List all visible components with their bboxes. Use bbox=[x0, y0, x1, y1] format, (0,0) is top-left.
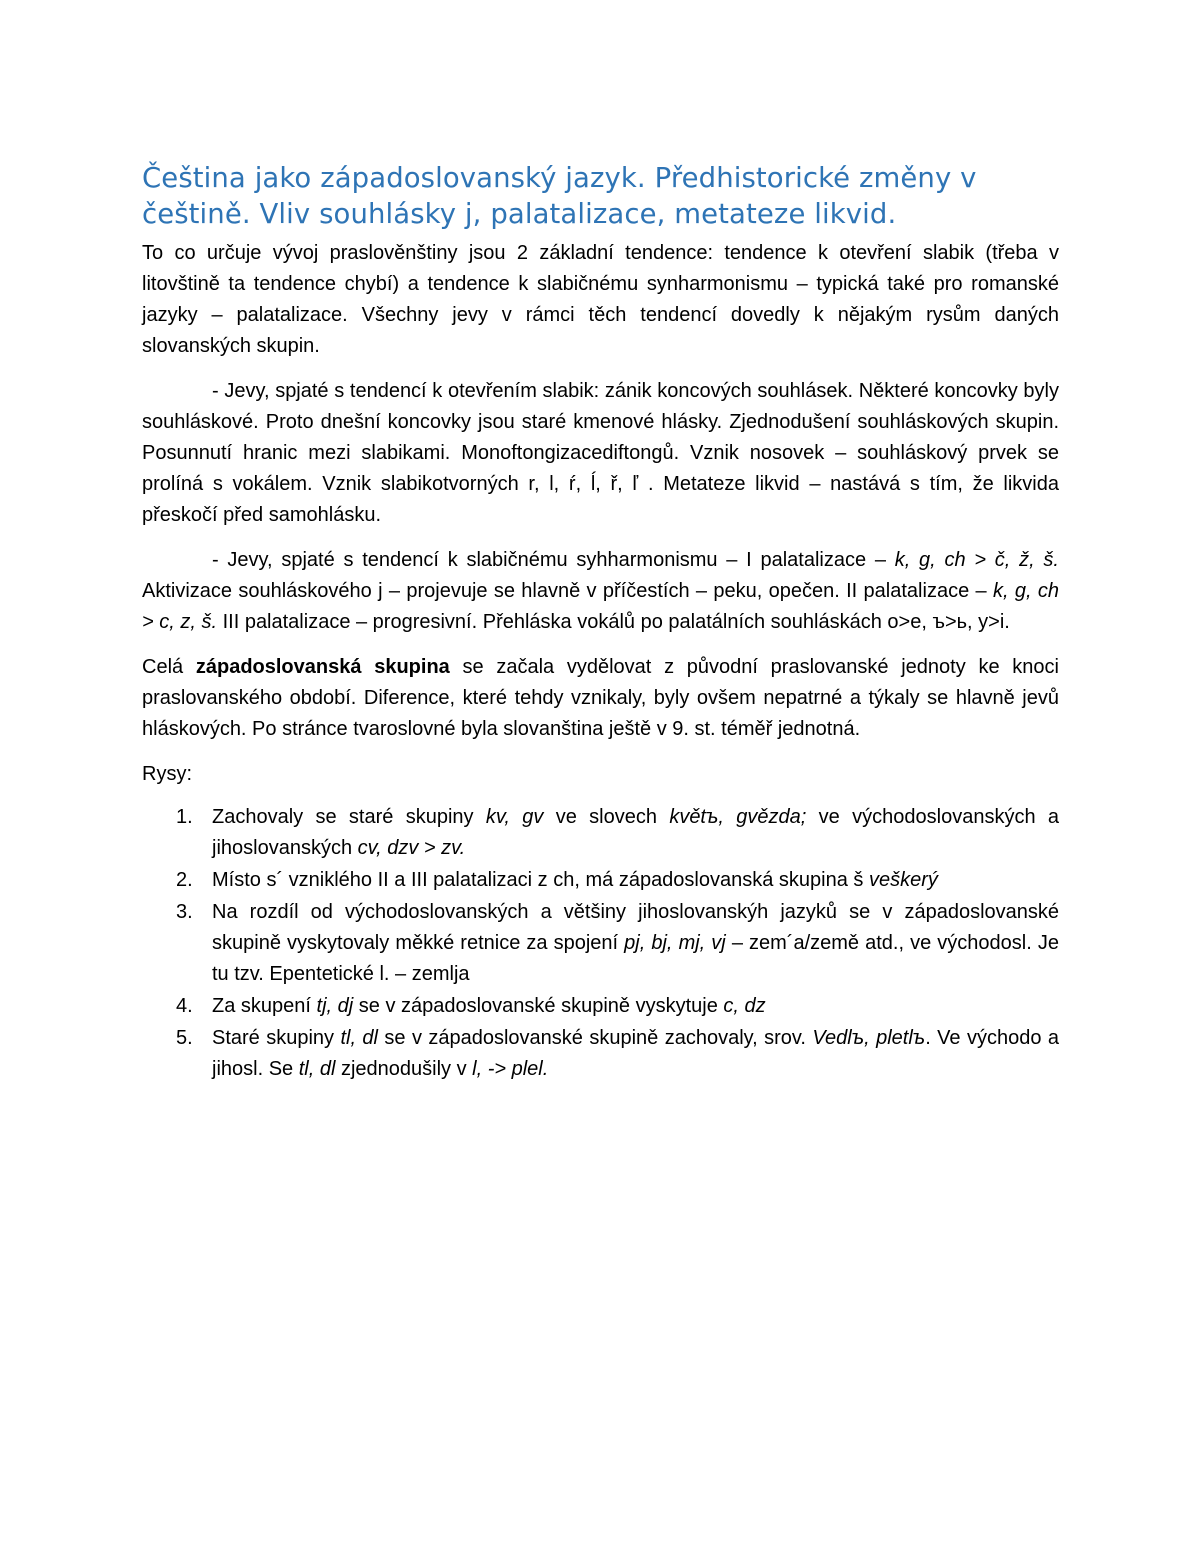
list-item bbox=[142, 865, 1059, 896]
text-span: se začala vydělovat z původní praslovanské jednoty ke knoci praslovanského období. Diference, které tehdy vznikaly, byly ovšem nepatrné a týkaly se hlavně jevů hláskových. Po stránce tvaroslovné byla slovanština ještě v 9. st. téměř jednotná. bbox=[142, 656, 1059, 740]
italic-span: pj, bj, mj, vj bbox=[624, 932, 726, 954]
rysy-label: Rysy: bbox=[142, 763, 192, 785]
text-span: Za skupení bbox=[212, 995, 317, 1017]
list-item bbox=[142, 897, 1059, 990]
bold-span: západoslovanská skupina bbox=[195, 656, 450, 678]
text-span: zjednodušily v bbox=[335, 1058, 473, 1080]
list-number: 2. bbox=[176, 869, 193, 891]
italic-span: Vedlъ, pletlъ bbox=[812, 1027, 926, 1049]
list-item bbox=[142, 991, 1059, 1022]
text-span: Aktivizace souhláskového j – projevuje se hlavně v příčestích – peku, opečen. II palatalizace – bbox=[142, 580, 993, 602]
italic-span: květъ, gvězda; bbox=[669, 806, 807, 828]
list-number: 1. bbox=[176, 806, 193, 828]
rysy-list bbox=[142, 802, 1059, 1085]
italic-span: kv, gv bbox=[485, 806, 544, 828]
italic-span: cv, dzv > zv. bbox=[357, 837, 466, 859]
intro-paragraph: To co určuje vývoj praslověnštiny jsou 2 základní tendence: tendence k otevření slabik (třeba v litovštině ta tendence chybí) a tendence k slabičnému synharmonismu – typická také pro romanské jazyky – palatalizace. Všechny jevy v rámci těch tendencí dovedly k nějakým rysům daných slovanských skupin. bbox=[142, 242, 1059, 357]
cela-paragraph bbox=[142, 652, 1059, 745]
text-span: se v západoslovanské skupině vyskytuje bbox=[353, 995, 724, 1017]
list-number: 3. bbox=[176, 901, 193, 923]
text-span: - Jevy, spjaté s tendencí k slabičnému syhharmonismu – I palatalizace – bbox=[212, 549, 895, 571]
list-number: 4. bbox=[176, 995, 193, 1017]
text-span: – zem´a/země atd., ve východosl. Je tu tzv. Epentetické l. – zemlja bbox=[212, 932, 1059, 985]
text-span: Místo s´ vzniklého II a III palatalizaci z ch, má západoslovanská skupina š bbox=[212, 869, 869, 891]
text-span: . Ve východo a jihosl. Se bbox=[212, 1027, 1059, 1080]
italic-span: tl, dl bbox=[340, 1027, 378, 1049]
list-number: 5. bbox=[176, 1027, 193, 1049]
text-span: Na rozdíl od východoslovanských a většiny jihoslovanskýh jazyků se v západoslovanské skupině vyskytovaly měkké retnice za spojení bbox=[212, 901, 1059, 954]
list-item bbox=[142, 802, 1059, 864]
text-span: III palatalizace – progresivní. Přehláska vokálů po palatálních souhláskách o>e, ъ>ь, y>i. bbox=[217, 611, 1010, 633]
text-span: ve slovech bbox=[543, 806, 670, 828]
italic-span: k, g, ch > č, ž, š. bbox=[894, 549, 1059, 571]
italic-span: tj, dj bbox=[316, 995, 354, 1017]
jevy-paragraph-1: - Jevy, spjaté s tendencí k otevřením slabik: zánik koncových souhlásek. Některé koncovky byly souhláskové. Proto dnešní koncovky jsou staré kmenové hlásky. Zjednodušení souhláskových skupin. Posunnutí hranic mezi slabikami. Monoftongizacediftongů. Vznik nosovek – souhláskový prvek se prolíná s vokálem. Vznik slabikotvorných r, l, ŕ, ĺ, ř, ľ . Metateze likvid – nastává s tím, že likvida přeskočí před samohlásku. bbox=[142, 380, 1059, 526]
italic-span: tl, dl bbox=[298, 1058, 336, 1080]
list-item bbox=[142, 1023, 1059, 1085]
text-span: Zachovaly se staré skupiny bbox=[212, 806, 486, 828]
italic-span: veškerý bbox=[868, 869, 938, 891]
italic-span: k, g, ch > c, z, š. bbox=[142, 580, 1060, 633]
italic-span: c, dz bbox=[723, 995, 766, 1017]
italic-span: l, -> plel. bbox=[472, 1058, 549, 1080]
text-span: se v západoslovanské skupině zachovaly, srov. bbox=[378, 1027, 813, 1049]
text-span: Celá bbox=[142, 656, 196, 678]
jevy-paragraph-2 bbox=[142, 545, 1059, 638]
document-title: Čeština jako západoslovanský jazyk. Předhistorické změny v češtině. Vliv souhlásky j, palatalizace, metateze likvid. bbox=[142, 162, 977, 230]
text-span: Staré skupiny bbox=[212, 1027, 341, 1049]
document-page bbox=[142, 160, 1059, 1086]
text-span: ve východoslovanských a jihoslovanských bbox=[212, 806, 1060, 859]
